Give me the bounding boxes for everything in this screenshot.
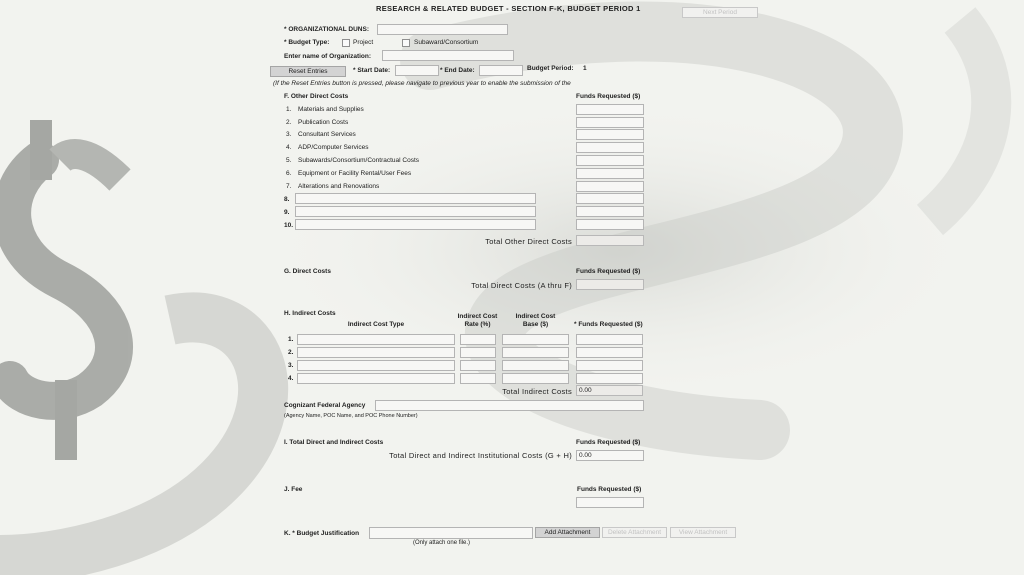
start-date-input[interactable] xyxy=(395,65,439,76)
cognizant-agency-note: (Agency Name, POC Name, and POC Phone Number) xyxy=(284,413,418,419)
section-j-heading: J. Fee xyxy=(284,486,303,493)
indirect-type-input-3[interactable] xyxy=(297,360,455,371)
total-indirect-label: Total Indirect Costs xyxy=(502,387,572,396)
budget-period-value: 1 xyxy=(583,65,587,72)
adp-funds-input[interactable] xyxy=(576,142,644,153)
item-num: 5. xyxy=(286,157,292,164)
total-indirect-field: 0.00 xyxy=(576,385,643,396)
fee-funds-input[interactable] xyxy=(576,497,644,508)
add-attachment-button[interactable]: Add Attachment xyxy=(535,527,600,538)
indirect-type-col-header: Indirect Cost Type xyxy=(347,321,405,328)
indirect-type-input-4[interactable] xyxy=(297,373,455,384)
item-num: 8. xyxy=(284,196,290,203)
publication-funds-input[interactable] xyxy=(576,117,644,128)
duns-input[interactable] xyxy=(377,24,508,35)
other-item-10-funds-input[interactable] xyxy=(576,219,644,230)
section-h-heading: H. Indirect Costs xyxy=(284,310,336,317)
indirect-funds-input-4[interactable] xyxy=(576,373,643,384)
indirect-rate-input-1[interactable] xyxy=(460,334,496,345)
section-g-funds-label: Funds Requested ($) xyxy=(576,268,641,275)
indirect-base-col-header: Indirect Cost xyxy=(515,313,556,320)
end-date-label: * End Date: xyxy=(440,67,475,74)
subaward-checkbox[interactable] xyxy=(402,39,410,47)
indirect-funds-input-1[interactable] xyxy=(576,334,643,345)
indirect-rate-col-header-2: Rate (%) xyxy=(464,321,491,328)
indirect-base-input-3[interactable] xyxy=(502,360,569,371)
item-num: 1. xyxy=(286,106,292,113)
item-num: 2. xyxy=(286,119,292,126)
budget-justification-filename-field xyxy=(369,527,533,539)
indirect-base-input-1[interactable] xyxy=(502,334,569,345)
indirect-base-input-2[interactable] xyxy=(502,347,569,358)
indirect-type-input-2[interactable] xyxy=(297,347,455,358)
total-direct-indirect-label: Total Direct and Indirect Institutional Costs (G + H) xyxy=(389,451,572,460)
section-f-heading: F. Other Direct Costs xyxy=(284,93,349,100)
indirect-rate-col-header: Indirect Cost xyxy=(457,313,498,320)
item-num: 3. xyxy=(286,131,292,138)
budget-period-label: Budget Period: xyxy=(527,65,574,72)
indirect-rate-input-4[interactable] xyxy=(460,373,496,384)
other-item-8-desc-input[interactable] xyxy=(295,193,536,204)
page-title: RESEARCH & RELATED BUDGET - SECTION F-K, BUDGET PERIOD 1 xyxy=(376,4,641,13)
budget-type-label: * Budget Type: xyxy=(284,39,330,46)
item-label-materials: Materials and Supplies xyxy=(298,106,364,113)
item-label-equipment: Equipment or Facility Rental/User Fees xyxy=(298,170,412,177)
indirect-row-num: 1. xyxy=(288,336,294,343)
item-label-alterations: Alterations and Renovations xyxy=(298,183,380,190)
project-label: Project xyxy=(353,39,374,46)
section-g-heading: G. Direct Costs xyxy=(284,268,331,275)
org-name-input[interactable] xyxy=(382,50,514,61)
indirect-rate-input-2[interactable] xyxy=(460,347,496,358)
total-direct-label: Total Direct Costs (A thru F) xyxy=(471,281,572,290)
item-num: 10. xyxy=(284,222,294,229)
cognizant-agency-label: Cognizant Federal Agency xyxy=(284,402,366,409)
item-label-publication: Publication Costs xyxy=(298,119,349,126)
item-num: 6. xyxy=(286,170,292,177)
indirect-funds-col-header: * Funds Requested ($) xyxy=(574,321,643,328)
indirect-row-num: 4. xyxy=(288,375,294,382)
item-num: 9. xyxy=(284,209,290,216)
indirect-base-input-4[interactable] xyxy=(502,373,569,384)
total-other-direct-label: Total Other Direct Costs xyxy=(485,237,572,246)
section-f-funds-label: Funds Requested ($) xyxy=(576,93,641,100)
materials-funds-input[interactable] xyxy=(576,104,644,115)
indirect-funds-input-2[interactable] xyxy=(576,347,643,358)
subaward-label: Subaward/Consortium xyxy=(414,39,479,46)
indirect-rate-input-3[interactable] xyxy=(460,360,496,371)
project-checkbox[interactable] xyxy=(342,39,350,47)
end-date-input[interactable] xyxy=(479,65,523,76)
indirect-funds-input-3[interactable] xyxy=(576,360,643,371)
start-date-label: * Start Date: xyxy=(353,67,391,74)
org-name-label: Enter name of Organization: xyxy=(284,53,372,60)
subawards-funds-input[interactable] xyxy=(576,155,644,166)
consultant-funds-input[interactable] xyxy=(576,129,644,140)
item-label-adp: ADP/Computer Services xyxy=(298,144,369,151)
other-item-9-desc-input[interactable] xyxy=(295,206,536,217)
delete-attachment-button[interactable]: Delete Attachment xyxy=(602,527,667,538)
duns-label: * ORGANIZATIONAL DUNS: xyxy=(284,26,369,33)
indirect-row-num: 3. xyxy=(288,362,294,369)
section-i-heading: I. Total Direct and Indirect Costs xyxy=(284,439,384,446)
attachment-note: (Only attach one file.) xyxy=(413,540,471,546)
alterations-funds-input[interactable] xyxy=(576,181,644,192)
other-item-9-funds-input[interactable] xyxy=(576,206,644,217)
other-item-8-funds-input[interactable] xyxy=(576,193,644,204)
total-direct-indirect-field: 0.00 xyxy=(576,450,644,461)
section-j-funds-label: Funds Requested ($) xyxy=(577,486,642,493)
other-item-10-desc-input[interactable] xyxy=(295,219,536,230)
total-direct-field xyxy=(576,279,644,290)
next-period-button[interactable]: Next Period xyxy=(682,7,758,18)
indirect-type-input-1[interactable] xyxy=(297,334,455,345)
section-i-funds-label: Funds Requested ($) xyxy=(576,439,641,446)
budget-justification-label: K. * Budget Justification xyxy=(284,530,360,537)
view-attachment-button[interactable]: View Attachment xyxy=(670,527,736,538)
indirect-row-num: 2. xyxy=(288,349,294,356)
equipment-funds-input[interactable] xyxy=(576,168,644,179)
cognizant-agency-input[interactable] xyxy=(375,400,644,411)
item-num: 7. xyxy=(286,183,292,190)
item-num: 4. xyxy=(286,144,292,151)
item-label-subawards: Subawards/Consortium/Contractual Costs xyxy=(298,157,420,164)
indirect-base-col-header-2: Base ($) xyxy=(522,321,549,328)
reset-entries-button[interactable]: Reset Entries xyxy=(270,66,346,77)
reset-note: (If the Reset Entries button is pressed, please navigate to previous year to enable the submission of the xyxy=(273,80,571,87)
item-label-consultant: Consultant Services xyxy=(298,131,356,138)
total-other-direct-field xyxy=(576,235,644,246)
